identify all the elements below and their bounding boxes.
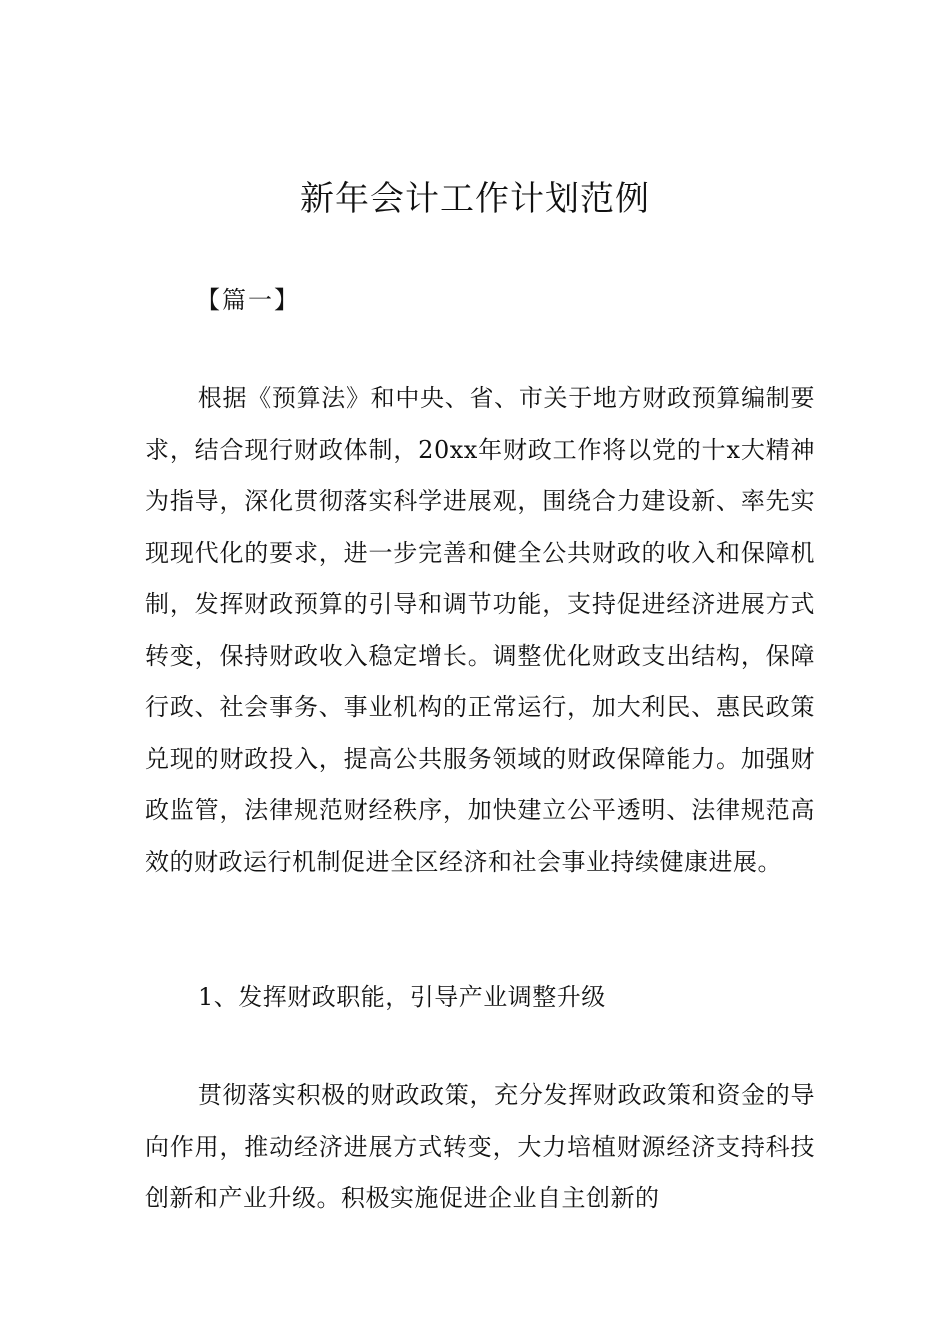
document-title: 新年会计工作计划范例 xyxy=(300,179,650,219)
subsection-heading: 1、发挥财政职能，引导产业调整升级 xyxy=(198,983,606,1011)
section-label: 【篇一】 xyxy=(196,286,300,314)
body-paragraph: 贯彻落实积极的财政政策，充分发挥财政政策和资金的导向作用，推动经济进展方式转变，大力培植财源经济支持科技创新和产业升级。积极实施促进企业自主创新的 xyxy=(145,1081,815,1212)
body-paragraph: 根据《预算法》和中央、省、市关于地方财政预算编制要求，结合现行财政体制，20xx年财政工作将以党的十x大精神为指导，深化贯彻落实科学进展观，围绕合力建设新、率先实现现代化的要求，进一步完善和健全公共财政的收入和保障机制，发挥财政预算的引导和调节功能，支持促进经济进展方式转变，保持财政收入稳定增长。调整优化财政支出结构，保障行政、社会事务、事业机构的正常运行，加大利民、惠民政策兑现的财政投入，提高公共服务领域的财政保障能力。加强财政监管，法律规范财经秩序，加快建立公平透明、法律规范高效的财政运行机制促进全区经济和社会事业持续健康进展。 xyxy=(145,384,815,876)
